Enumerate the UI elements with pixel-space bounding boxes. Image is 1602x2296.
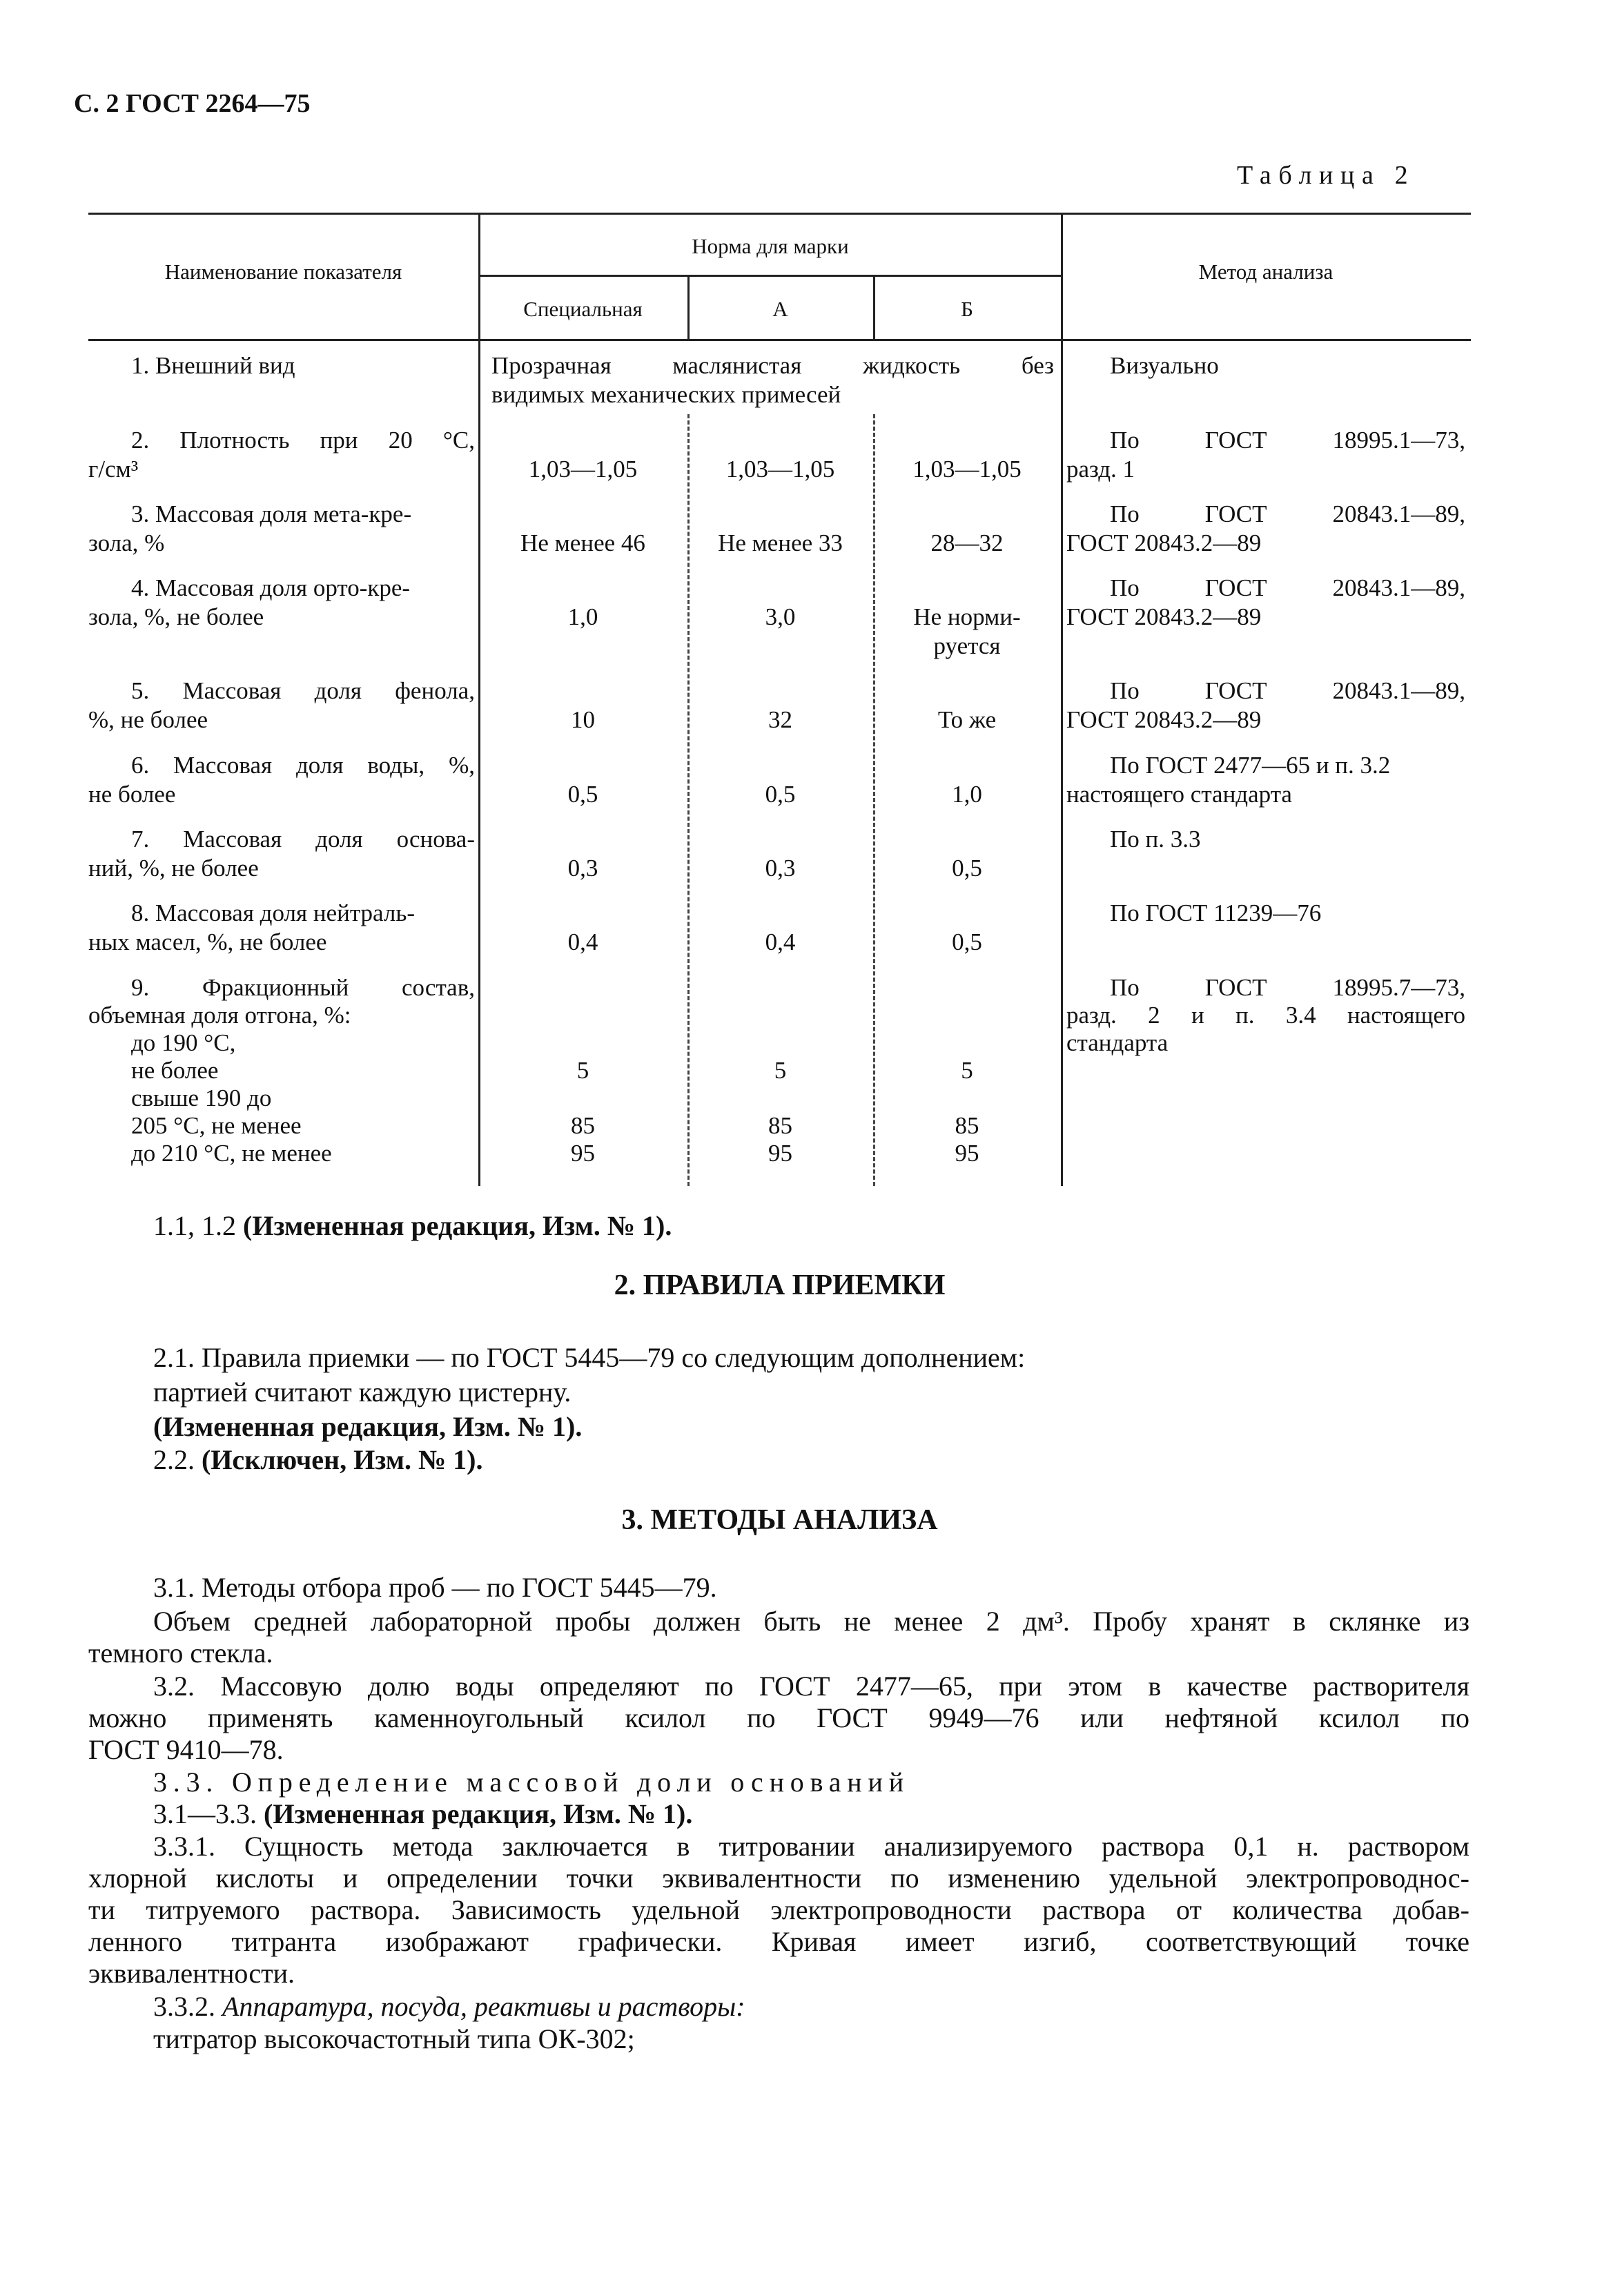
row7-a: 0,3 — [765, 855, 796, 882]
row3-a: Не менее 33 — [718, 529, 843, 556]
col-divider-4 — [1061, 213, 1063, 1186]
row4-b-line2: руется — [933, 632, 1001, 659]
row6-name-line2: не более — [88, 781, 176, 808]
row6-method-line2: настоящего стандарта — [1066, 781, 1292, 808]
para-2-2-bold: (Исключен, Изм. № 1). — [202, 1444, 483, 1475]
row2-special: 1,03—1,05 — [528, 456, 638, 483]
para-2-1-amend: (Измененная редакция, Изм. № 1). — [153, 1411, 583, 1442]
row3-name-line1: 3. Массовая доля мета-кре- — [131, 500, 412, 527]
para-3-1-3-3-amend — [153, 1798, 692, 1830]
table-label: Таблица 2 — [1237, 161, 1416, 190]
col-header-b: Б — [961, 297, 973, 321]
row7-b: 0,5 — [952, 855, 982, 882]
row9-b-1: 5 — [961, 1057, 973, 1084]
row6-special: 0,5 — [567, 781, 598, 808]
row1-method: Визуально — [1110, 352, 1219, 379]
row9-name-line6: 205 °С, не менее — [131, 1112, 302, 1139]
row3-name-line2: зола, % — [88, 529, 165, 556]
note-amendment — [153, 1209, 672, 1242]
row9-name-line2: объемная доля отгона, %: — [88, 1002, 351, 1029]
row9-name-line7: до 210 °С, не менее — [131, 1140, 332, 1167]
row9-method-line1: По ГОСТ 18995.7—73, — [1110, 974, 1465, 1001]
row8-b: 0,5 — [952, 928, 982, 955]
row9-name-line4: не более — [131, 1057, 219, 1084]
row7-method: По п. 3.3 — [1110, 826, 1201, 853]
row3-method-line2: ГОСТ 20843.2—89 — [1066, 529, 1262, 556]
row5-name-line2: %, не более — [88, 706, 208, 733]
para-3-1b-line1: Объем средней лабораторной пробы должен быть не менее 2 дм³. Пробу хранят в склянке из — [153, 1606, 1469, 1637]
para-3-1: 3.1. Методы отбора проб — по ГОСТ 5445—79. — [153, 1572, 717, 1603]
row8-method: По ГОСТ 11239—76 — [1110, 899, 1322, 926]
table-header-bottom-rule — [88, 339, 1471, 341]
row2-name-line1: 2. Плотность при 20 °С, — [131, 427, 475, 454]
row3-special: Не менее 46 — [520, 529, 645, 556]
para-3-3-1-line3: ти титруемого раствора. Зависимость удельной электропроводности раствора от количества добав- — [88, 1894, 1469, 1925]
section-heading-2: 2. ПРАВИЛА ПРИЕМКИ — [614, 1269, 946, 1301]
row5-method-line1: По ГОСТ 20843.1—89, — [1110, 677, 1465, 704]
row9-special-3: 95 — [571, 1140, 595, 1167]
table-top-rule — [88, 213, 1471, 215]
row5-a: 32 — [768, 706, 792, 733]
row1-merged-line2: видимых механических примесей — [491, 381, 841, 408]
row6-method-line1: По ГОСТ 2477—65 и п. 3.2 — [1110, 752, 1391, 779]
col-header-method: Метод анализа — [1198, 260, 1334, 284]
row8-name-line1: 8. Массовая доля нейтраль- — [131, 899, 415, 926]
row2-a: 1,03—1,05 — [725, 456, 835, 483]
norm-header-rule — [478, 275, 1062, 277]
row6-a: 0,5 — [765, 781, 796, 808]
row4-a: 3,0 — [765, 603, 796, 630]
row9-name-line1: 9. Фракционный состав, — [131, 974, 475, 1001]
row7-name-line2: ний, %, не более — [88, 855, 259, 882]
row4-name-line2: зола, %, не более — [88, 603, 264, 630]
row3-b: 28—32 — [930, 529, 1004, 556]
row9-a-1: 5 — [774, 1057, 787, 1084]
row6-name-line1: 6. Массовая доля воды, %, — [131, 752, 475, 779]
row4-special: 1,0 — [567, 603, 598, 630]
row5-name-line1: 5. Массовая доля фенола, — [131, 677, 475, 704]
row7-name-line1: 7. Массовая доля основа- — [131, 826, 475, 853]
row6-b: 1,0 — [952, 781, 982, 808]
row4-name-line1: 4. Массовая доля орто-кре- — [131, 574, 411, 601]
row4-b-line1: Не норми- — [913, 603, 1021, 630]
para-2-2 — [153, 1443, 482, 1476]
col-header-special: Специальная — [523, 297, 643, 321]
row1-merged-line1: Прозрачная маслянистая жидкость без — [491, 352, 1054, 379]
para-3-3-1-line1: 3.3.1. Сущность метода заключается в титровании анализируемого раствора 0,1 н. раствором — [153, 1831, 1469, 1862]
row9-b-2: 85 — [955, 1112, 979, 1139]
para-3-3-heading: 3.3. Определение массовой доли оснований — [153, 1767, 910, 1798]
row5-special: 10 — [571, 706, 595, 733]
row8-a: 0,4 — [765, 928, 796, 955]
row1-name: 1. Внешний вид — [131, 352, 295, 379]
para-3-3-2-num: 3.3.2. — [153, 1991, 215, 2022]
row9-method-line3: стандарта — [1066, 1029, 1169, 1056]
row9-a-3: 95 — [768, 1140, 792, 1167]
row2-b: 1,03—1,05 — [912, 456, 1022, 483]
row9-special-1: 5 — [576, 1057, 589, 1084]
row2-name-line2: г/см³ — [88, 456, 139, 483]
para-3-2-line3: ГОСТ 9410—78. — [88, 1734, 284, 1765]
row5-method-line2: ГОСТ 20843.2—89 — [1066, 706, 1262, 733]
para-3-3-2 — [153, 1990, 745, 2023]
row4-method-line2: ГОСТ 20843.2—89 — [1066, 603, 1262, 630]
para-3-2-line1: 3.2. Массовую долю воды определяют по ГОСТ 2477—65, при этом в качестве растворителя — [153, 1671, 1469, 1702]
para-2-1-cont: партией считают каждую цистерну. — [153, 1376, 572, 1408]
para-3-3-1-line2: хлорной кислоты и определении точки эквивалентности по изменению удельной электропроводнос- — [88, 1862, 1469, 1894]
row9-special-2: 85 — [571, 1112, 595, 1139]
para-3-1b-line2: темного стекла. — [88, 1637, 273, 1669]
row4-method-line1: По ГОСТ 20843.1—89, — [1110, 574, 1465, 601]
row3-method-line1: По ГОСТ 20843.1—89, — [1110, 500, 1465, 527]
col-header-a: А — [772, 297, 788, 321]
section-heading-3: 3. МЕТОДЫ АНАЛИЗА — [621, 1504, 938, 1536]
col-header-param: Наименование показателя — [164, 260, 402, 284]
row9-method-line2: разд. 2 и п. 3.4 настоящего — [1066, 1002, 1465, 1029]
para-3-3-2-italic: Аппаратура, посуда, реактивы и растворы: — [222, 1991, 745, 2022]
row7-special: 0,3 — [567, 855, 598, 882]
row8-name-line2: ных масел, %, не более — [88, 928, 327, 955]
note-amendment-bold: (Измененная редакция, Изм. № 1). — [243, 1210, 672, 1241]
para-3-3-1-line5: эквивалентности. — [88, 1958, 295, 1989]
row9-b-3: 95 — [955, 1140, 979, 1167]
col-divider-1 — [478, 213, 480, 1186]
para-3-2-line2: можно применять каменноугольный ксилол по ГОСТ 9949—76 или нефтяной ксилол по — [88, 1702, 1469, 1733]
para-3-1-3-3-num: 3.1—3.3. — [153, 1798, 257, 1829]
row2-method-line2: разд. 1 — [1066, 456, 1135, 483]
para-3-3-1-line4: ленного титранта изображают графически. Кривая имеет изгиб, соответствующий точке — [88, 1926, 1469, 1957]
row9-a-2: 85 — [768, 1112, 792, 1139]
row5-b: То же — [937, 706, 997, 733]
page-reference: С. 2 ГОСТ 2264—75 — [74, 89, 311, 118]
row2-method-line1: По ГОСТ 18995.1—73, — [1110, 427, 1465, 454]
para-3-3-2-item: титратор высокочастотный типа ОК-302; — [153, 2023, 635, 2054]
note-amendment-num: 1.1, 1.2 — [153, 1210, 236, 1241]
para-2-2-num: 2.2. — [153, 1444, 195, 1475]
row9-name-line5: свыше 190 до — [131, 1084, 272, 1111]
para-3-1-3-3-bold: (Измененная редакция, Изм. № 1). — [264, 1798, 693, 1829]
row9-name-line3: до 190 °С, — [131, 1029, 236, 1056]
col-header-norm: Норма для марки — [692, 234, 849, 258]
para-2-1: 2.1. Правила приемки — по ГОСТ 5445—79 со следующим дополнением: — [153, 1342, 1026, 1373]
row8-special: 0,4 — [567, 928, 598, 955]
